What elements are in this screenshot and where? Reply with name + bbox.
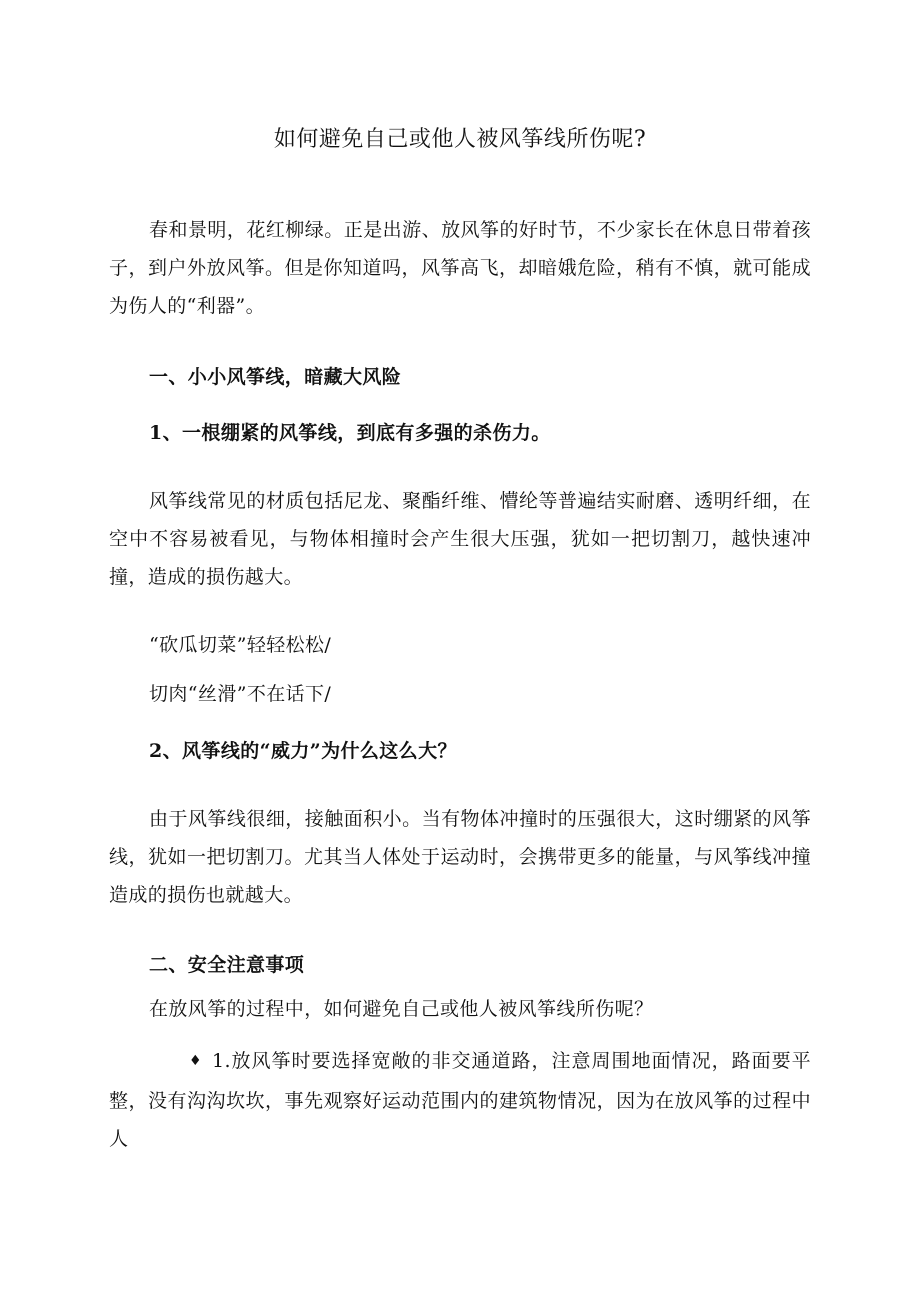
section1-sub1-paragraph: 风筝线常见的材质包括尼龙、聚酯纤维、懵纶等普遍结实耐磨、透明纤细，在空中不容易被看见，与物体相撞时会产生很大压强，犹如一把切割刀，越快速冲撞，造成的损伤越大。: [109, 490, 811, 588]
section2-item1-text: 1.放风筝时要选择宽敞的非交通道路，注意周围地面情况，路面要平整，没有沟沟坎坎，事先观察好运动范围内的建筑物情况，因为在放风筝的过程中人: [109, 1050, 811, 1150]
section1-heading: 一、小小风筝线，暗藏大风险: [149, 366, 402, 388]
section1-sub1-line2: 切肉“丝滑”不在话下/: [149, 683, 332, 705]
section2-item1: [109, 1042, 811, 1158]
section1-sub1-line1: “砍瓜切菜”轻轻松松/: [149, 634, 332, 656]
page-title: 如何避免自己或他人被风筝线所伤呢?: [273, 127, 647, 152]
section1-sub2-heading: 2、风筝线的“威力”为什么这么大？: [149, 740, 457, 762]
section2-lead: 在放风筝的过程中，如何避免自己或他人被风筝线所伤呢？: [149, 998, 654, 1020]
bullet-diamond-icon: ♦: [189, 1053, 202, 1069]
section1-sub2-paragraph: 由于风筝线很细，接触面积小。当有物体冲撞时的压强很大，这时绷紧的风筝线，犹如一把切割刀。尤其当人体处于运动时，会携带更多的能量，与风筝线冲撞造成的损伤也就越大。: [109, 808, 811, 906]
section1-sub1-heading: 1、一根绷紧的风筝线，到底有多强的杀伤力。: [149, 422, 551, 444]
intro-paragraph: 春和景明，花红柳绿。正是出游、放风筝的好时节，不少家长在休息日带着孩子，到户外放风筝。但是你知道吗，风筝高飞，却暗娥危险，稍有不慎，就可能成为伤人的“利器”。: [109, 219, 811, 317]
section2-heading: 二、安全注意事项: [149, 954, 305, 976]
